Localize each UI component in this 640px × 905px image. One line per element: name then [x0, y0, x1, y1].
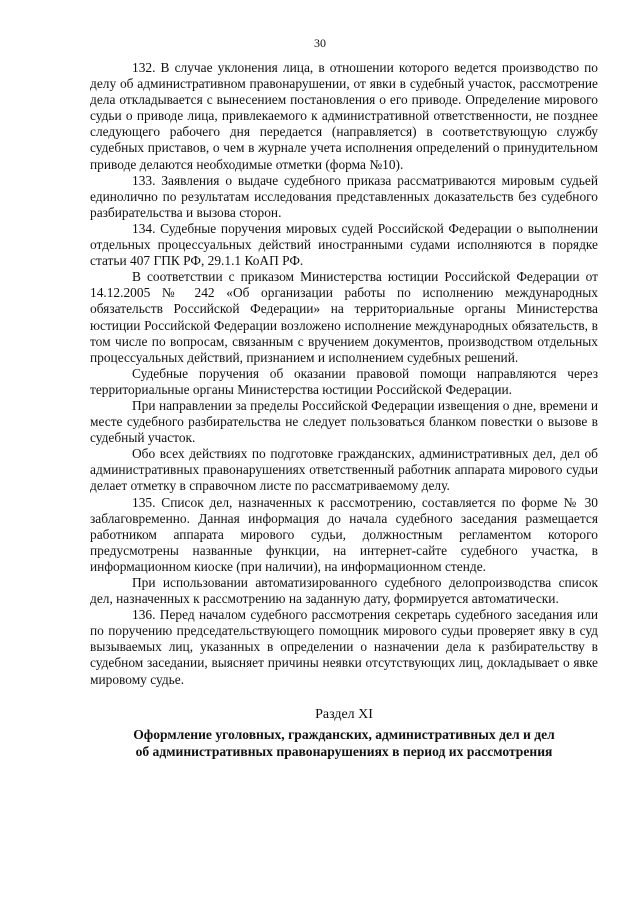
- document-body: [90, 60, 598, 760]
- section-number: Раздел XI: [315, 706, 373, 722]
- paragraph-reference-sheet: Обо всех действиях по подготовке гражданских, административных дел, дел об административных правонарушениях ответственный работник аппарата мирового судьи делает отметку в справочном листе по рассматриваемому делу.: [90, 446, 598, 494]
- section-title-line-2: об административных правонарушениях в период их рассмотрения: [135, 743, 553, 759]
- paragraph-134: 134. Судебные поручения мировых судей Российской Федерации о выполнении отдельных процессуальных действий иностранными судами исполняются в порядке статьи 407 ГПК РФ, 29.1.1 КоАП РФ.: [90, 220, 598, 269]
- paragraph-136: 136. Перед началом судебного рассмотрения секретарь судебного заседания или по поручению председательствующего помощник мирового судьи проверяет явку в суд вызываемых лиц, указанных в определении о назначении дела к разбирательству в судебном заседании, выясняет причины неявки отсутствующих лиц, докладывает о явке мировому судье.: [90, 607, 598, 687]
- paragraph-133: 133. Заявления о выдаче судебного приказа рассматриваются мировым судьей единолично по результатам исследования представленных доказательств без судебного разбирательства и вызова сторон.: [90, 172, 598, 220]
- page-number: 30: [314, 36, 326, 50]
- paragraph-legal-assistance: Судебные поручения об оказании правовой помощи направляются через территориальные органы Министерства юстиции Российской Федерации.: [90, 365, 598, 397]
- section-heading: [90, 706, 598, 760]
- paragraph-135: 135. Список дел, назначенных к рассмотрению, составляется по форме № 30 заблаговременно. Данная информация до начала судебного заседания размещается работником аппарата мирового судьи, должностным регламентом которого предусмотрены названные функции, на интернет-сайте судебного участка, в информационном киоске (при наличии), на информационном стенде.: [90, 494, 598, 574]
- paragraph-notice-abroad: При направлении за пределы Российской Федерации извещения о дне, времени и месте судебного разбирательства не следует пользоваться бланком повестки о вызове в судебный участок.: [90, 397, 598, 446]
- paragraph-ministry-order: В соответствии с приказом Министерства юстиции Российской Федерации от 14.12.2005 № 242 «Об организации работы по исполнению международных обязательств Российской Федерации» на территориальные органы Министерства юстиции Российской Федерации возложено исполнение международных обязательств, в том числе по вопросам, связанным с вручением документов, производством отдельных процессуальных действий, признанием и исполнением судебных решений.: [90, 269, 598, 365]
- section-title-line-1: Оформление уголовных, гражданских, административных дел и дел: [133, 726, 555, 742]
- paragraph-automated-list: При использовании автоматизированного судебного делопроизводства список дел, назначенных к рассмотрению на заданную дату, формируется автоматически.: [90, 575, 598, 607]
- paragraph-132: 132. В случае уклонения лица, в отношении которого ведется производство по делу об административном правонарушении, от явки в судебный участок, рассмотрение дела откладывается с вынесением постановления о его приводе. Определение мирового судьи о приводе лица, привлекаемого к административной ответственности, не позднее следующего рабочего дня передается (направляется) в соответствующую службу судебных приставов, о чем в журнале учета исполнения определений о принудительном приводе делаются необходимые отметки (форма №10).: [90, 60, 598, 172]
